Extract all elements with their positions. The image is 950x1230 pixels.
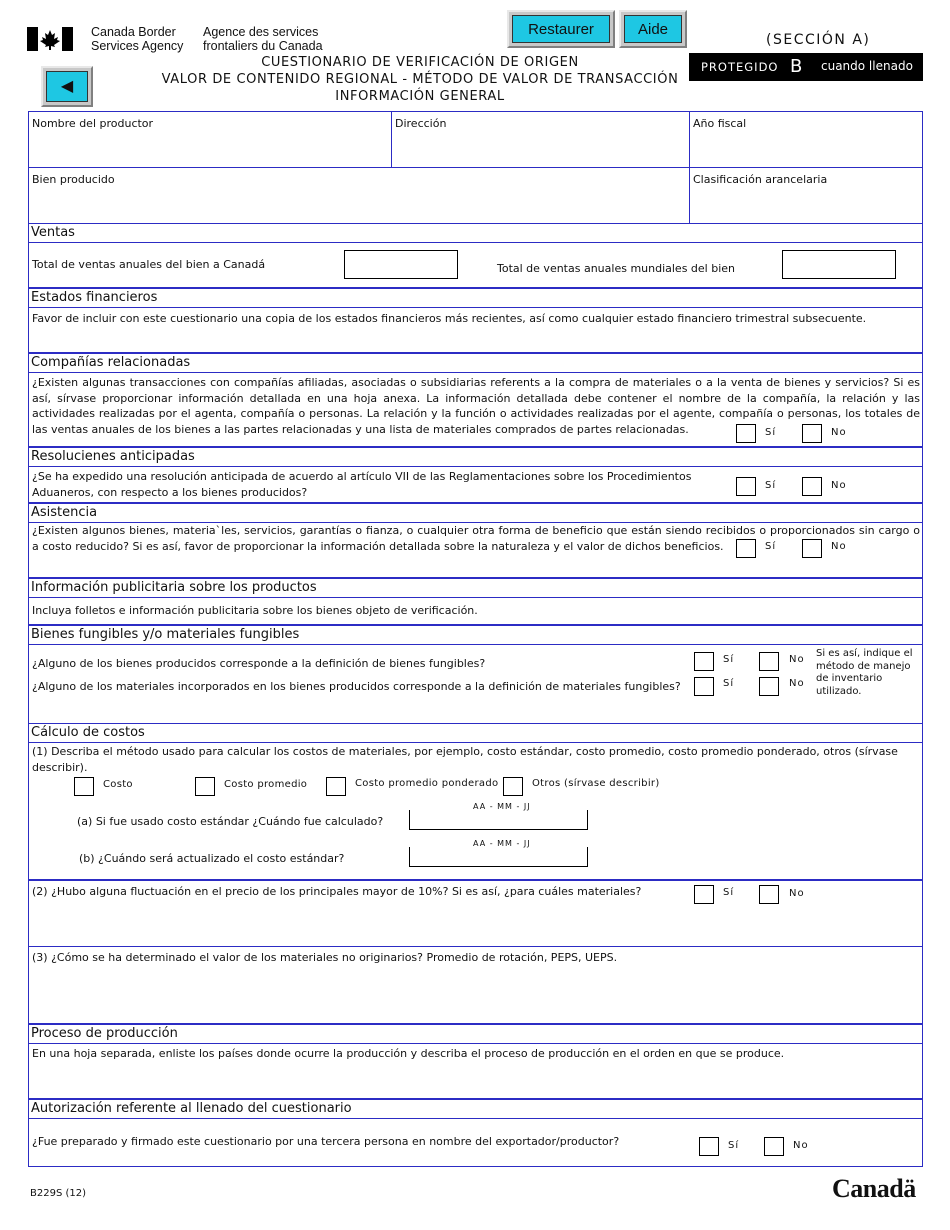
cost-q2-text: (2) ¿Hubo alguna fluctuación en el precio de los principales mayor de 10%? Si es así, ¿para cuáles materiales?	[32, 885, 642, 898]
restore-button[interactable]	[507, 10, 615, 48]
cost-option-other-label: Otros (sírvase describir)	[532, 778, 660, 789]
canada-wordmark: Canadä	[832, 1174, 916, 1203]
cost-option-average-label: Costo promedio	[224, 779, 308, 790]
cost-option-cost-checkbox[interactable]	[74, 777, 94, 796]
financial-header: Estados financieros	[28, 288, 923, 308]
auth-section	[28, 1118, 923, 1167]
advance-no-label: No	[831, 480, 847, 491]
cost-q2-section	[28, 880, 923, 947]
cost-header: Cálculo de costos	[28, 723, 923, 743]
protected-banner	[689, 53, 923, 81]
good-produced-field[interactable]	[29, 168, 690, 223]
form-code: B229S (12)	[30, 1188, 87, 1199]
agency-fr-line2: frontaliers du Canada	[203, 39, 323, 53]
related-yes-checkbox[interactable]	[736, 424, 756, 443]
cost-q2-no-label: No	[789, 888, 805, 899]
advance-text: ¿Se ha expedido una resolución anticipada de acuerdo al artículo VII de las Reglamentaciones sobre los Procedimientos Aduaneros, con respecto a los bienes producidos?	[32, 470, 692, 499]
cost-option-weighted-checkbox[interactable]	[326, 777, 346, 796]
production-text: En una hoja separada, enliste los países donde ocurre la producción y describa el proceso de producción en el orden en que se produce.	[32, 1047, 785, 1060]
producer-name-field[interactable]	[29, 112, 392, 168]
fungible-section	[28, 644, 923, 724]
fungible-header: Bienes fungibles y/o materiales fungibles	[28, 625, 923, 645]
agency-name-en	[91, 25, 183, 53]
assist-header: Asistencia	[28, 503, 923, 523]
production-section	[28, 1043, 923, 1099]
advert-section	[28, 597, 923, 625]
fungible-q2-yes-checkbox[interactable]	[694, 677, 714, 696]
auth-yes-label: Sí	[728, 1140, 740, 1151]
related-no-label: No	[831, 427, 847, 438]
financial-section	[28, 307, 923, 353]
assist-text: ¿Existen algunos bienes, materia`les, servicios, garantías o fianza, o cualquier otra forma de beneficio que están siendo recibidos o proporcionados sin cargo o a costo reducido? Si es así, favor de proporcionar la información detallada sobre la naturaleza y el valor de dichos beneficios.	[32, 524, 920, 553]
advert-text: Incluya folletos e información publicitaria sobre los bienes objeto de verificación.	[32, 604, 478, 617]
fungible-note: Si es así, indique el método de manejo de inventario utilizado.	[816, 648, 913, 697]
cost-qb-date-input[interactable]	[409, 847, 588, 867]
advance-yes-checkbox[interactable]	[736, 477, 756, 496]
page-title	[150, 54, 690, 105]
sales-section	[28, 242, 923, 288]
cost-qa-text: (a) Si fue usado costo estándar ¿Cuándo fue calculado?	[77, 815, 384, 828]
advance-header: Resolucienes anticipadas	[28, 447, 923, 467]
assist-no-label: No	[831, 541, 847, 552]
assist-yes-checkbox[interactable]	[736, 539, 756, 558]
back-arrow-icon: ◀	[46, 71, 88, 102]
cost-q2-yes-checkbox[interactable]	[694, 885, 714, 904]
assist-section	[28, 522, 923, 578]
cost-q3-text: (3) ¿Cómo se ha determinado el valor de los materiales no originarios? Promedio de rotación, PEPS, UEPS.	[32, 951, 618, 964]
auth-yes-checkbox[interactable]	[699, 1137, 719, 1156]
fungible-q1-no-checkbox[interactable]	[759, 652, 779, 671]
agency-fr-line1: Agence des services	[203, 25, 319, 39]
protected-letter: B	[790, 56, 803, 77]
title-line3: INFORMACIÓN GENERAL	[335, 89, 505, 104]
tariff-class-field[interactable]	[690, 168, 922, 223]
help-button[interactable]	[619, 10, 687, 48]
address-field[interactable]	[392, 112, 690, 168]
producer-name-label: Nombre del productor	[32, 117, 154, 130]
advert-header: Información publicitaria sobre los productos	[28, 578, 923, 598]
auth-no-checkbox[interactable]	[764, 1137, 784, 1156]
financial-text: Favor de incluir con este cuestionario una copia de los estados financieros más recientes, así como cualquier estado financiero trimestral subsecuente.	[32, 312, 867, 325]
cost-option-other-checkbox[interactable]	[503, 777, 523, 796]
agency-en-line1: Canada Border	[91, 25, 176, 39]
fiscal-year-label: Año fiscal	[693, 117, 747, 130]
auth-text: ¿Fue preparado y firmado este cuestionario por una tercera persona en nombre del exportador/productor?	[32, 1135, 620, 1148]
assist-yes-label: Sí	[765, 541, 777, 552]
cost-q2-no-checkbox[interactable]	[759, 885, 779, 904]
cost-qa-date-input[interactable]	[409, 810, 588, 830]
advance-no-checkbox[interactable]	[802, 477, 822, 496]
production-header: Proceso de producción	[28, 1024, 923, 1044]
advance-section	[28, 466, 923, 503]
fungible-q2-no-label: No	[789, 678, 805, 689]
world-sales-label: Total de ventas anuales mundiales del bien	[497, 262, 736, 275]
good-produced-label: Bien producido	[32, 173, 115, 186]
section-label: (SECCIÓN A)	[766, 32, 871, 48]
world-sales-input[interactable]	[782, 250, 896, 279]
related-text: ¿Existen algunas transacciones con compañías afiliadas, asociadas o subsidiarias referents a la compra de materiales o a la venta de bienes y servicios? Si es así, sírvase proporcionar información detallada en una hoja anexa. La información detallada debe contener el nombre de la compañía, la relación y las actividades realizadas por el agenta, compañía o personas. La relación y la función o actividades realizadas por el agente, compañía o personas, los totales de las ventas anuales de los bienes a las partes relacionadas y una lista de materiales comprados de partes relacionadas.	[32, 376, 920, 436]
canada-sales-input[interactable]	[344, 250, 458, 279]
sales-header: Ventas	[28, 223, 923, 243]
cost-option-weighted-label: Costo promedio ponderado	[355, 778, 499, 789]
cost-qb-text: (b) ¿Cuándo será actualizado el costo estándar?	[79, 852, 345, 865]
title-line2: VALOR DE CONTENIDO REGIONAL - MÉTODO DE VALOR DE TRANSACCIÓN	[161, 72, 679, 87]
cost-q1-text: (1) Describa el método usado para calcular los costos de materiales, por ejemplo, costo estándar, costo promedio, costo promedio ponderado, otros (sírvase describir).	[32, 745, 898, 774]
protected-suffix: cuando llenado	[821, 59, 913, 73]
back-button[interactable]	[41, 66, 93, 107]
cost-qb-date-format: AA - MM - JJ	[473, 839, 531, 848]
address-label: Dirección	[395, 117, 447, 130]
canada-sales-label: Total de ventas anuales del bien a Canadá	[32, 258, 266, 271]
cost-qa-date-format: AA - MM - JJ	[473, 802, 531, 811]
general-info-grid	[28, 111, 923, 224]
related-yes-label: Sí	[765, 427, 777, 438]
fungible-q1-yes-checkbox[interactable]	[694, 652, 714, 671]
fiscal-year-field[interactable]	[690, 112, 922, 168]
related-section	[28, 372, 923, 447]
fungible-q1-yes-label: Sí	[723, 654, 735, 665]
related-header: Compañías relacionadas	[28, 353, 923, 373]
cost-option-average-checkbox[interactable]	[195, 777, 215, 796]
related-no-checkbox[interactable]	[802, 424, 822, 443]
assist-no-checkbox[interactable]	[802, 539, 822, 558]
cost-q3-section	[28, 947, 923, 1024]
fungible-q2-no-checkbox[interactable]	[759, 677, 779, 696]
cost-q1-section	[28, 742, 923, 880]
fungible-q1-text: ¿Alguno de los bienes producidos corresponde a la definición de bienes fungibles?	[32, 657, 486, 670]
restore-button-label: Restaurer	[512, 15, 610, 43]
cost-q2-yes-label: Sí	[723, 887, 735, 898]
help-button-label: Aide	[624, 15, 682, 43]
title-line1: CUESTIONARIO DE VERIFICACIÓN DE ORIGEN	[261, 55, 579, 70]
agency-name-fr	[203, 25, 323, 53]
auth-no-label: No	[793, 1140, 809, 1151]
advance-yes-label: Sí	[765, 480, 777, 491]
protected-label: PROTEGIDO	[701, 60, 779, 74]
canada-flag-icon	[27, 27, 73, 51]
fungible-q2-text: ¿Alguno de los materiales incorporados en los bienes producidos corresponde a la definición de materiales fungibles?	[32, 680, 681, 693]
fungible-q2-yes-label: Sí	[723, 678, 735, 689]
fungible-q1-no-label: No	[789, 654, 805, 665]
tariff-class-label: Clasificación arancelaria	[693, 173, 828, 186]
auth-header: Autorización referente al llenado del cuestionario	[28, 1099, 923, 1119]
agency-en-line2: Services Agency	[91, 39, 184, 53]
cost-option-cost-label: Costo	[103, 779, 133, 790]
